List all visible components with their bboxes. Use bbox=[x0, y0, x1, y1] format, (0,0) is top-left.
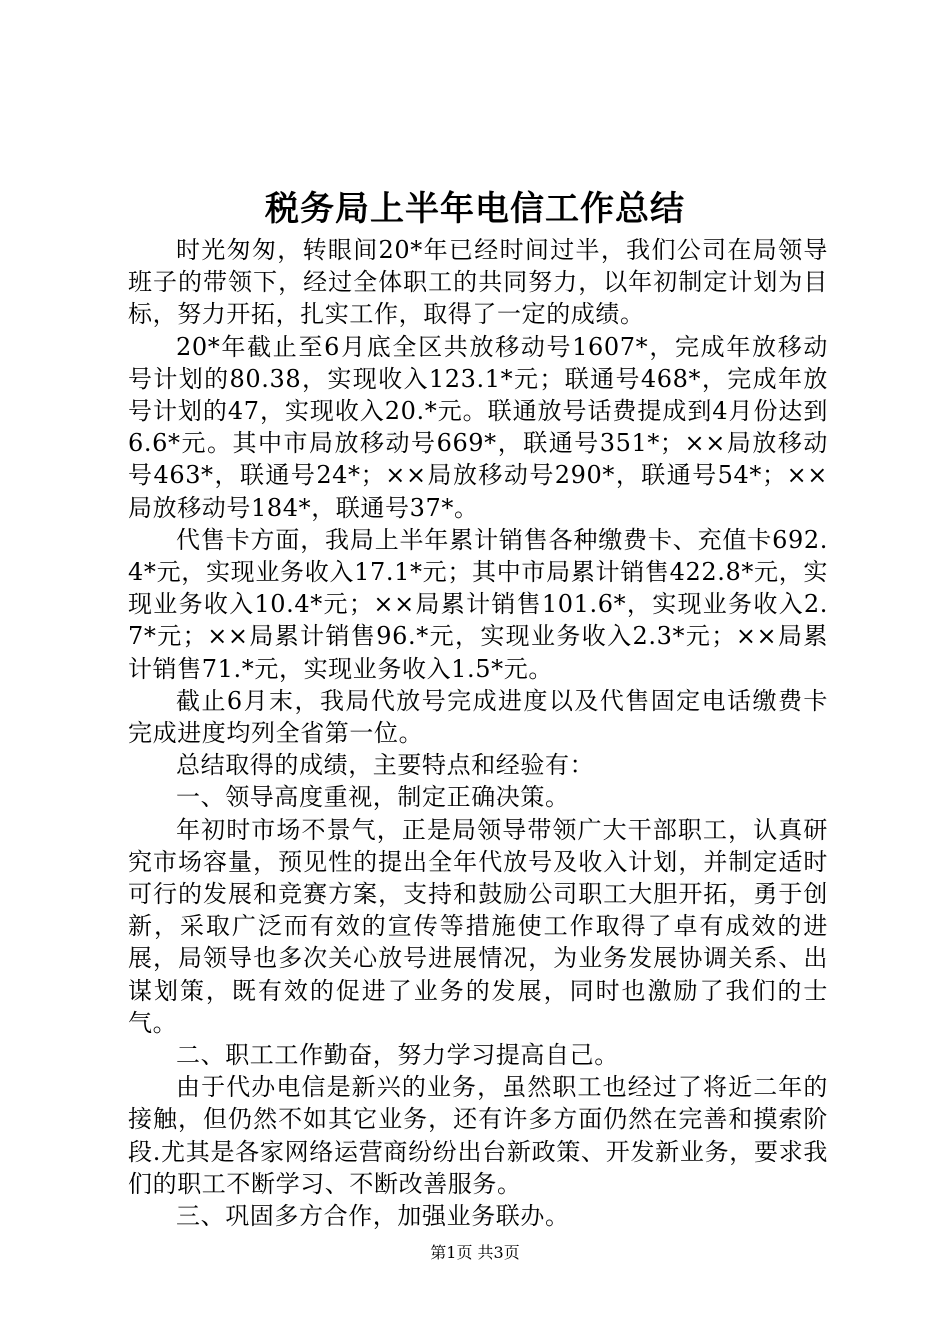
paragraph: 20*年截止至6月底全区共放移动号1607*，完成年放移动号计划的80.38，实现收入123.1*元；联通号468*，完成年放号计划的47，实现收入20.*元。联通放号话费提成到4月份达到6.6*元。其中市局放移动号669*，联通号351*；××局放移动号463*，联通号24*；××局放移动号290*，联通号54*；××局放移动号184*，联通号37*。 bbox=[128, 332, 828, 522]
paragraph: 总结取得的成绩，主要特点和经验有： bbox=[176, 751, 595, 780]
document-body bbox=[128, 234, 828, 1232]
paragraph: 代售卡方面，我局上半年累计销售各种缴费卡、充值卡692.4*元，实现业务收入17.1*元；其中市局累计销售422.8*元，实现业务收入10.4*元；××局累计销售101.6*，实现业务收入2.7*元；××局累计销售96.*元，实现业务收入2.3*元；××局累计销售71.*元，实现业务收入1.5*元。 bbox=[128, 525, 828, 683]
section-heading: 二、职工工作勤奋，努力学习提高自己。 bbox=[176, 1041, 619, 1070]
section-heading: 一、领导高度重视，制定正确决策。 bbox=[176, 783, 570, 812]
page-number-footer: 第1页 共3页 bbox=[430, 1243, 520, 1262]
document-title: 税务局上半年电信工作总结 bbox=[265, 189, 685, 229]
paragraph: 年初时市场不景气，正是局领导带领广大干部职工，认真研究市场容量，预见性的提出全年代放号及收入计划，并制定适时可行的发展和竞赛方案，支持和鼓励公司职工大胆开拓，勇于创新，采取广泛而有效的宣传等措施使工作取得了卓有成效的进展，局领导也多次关心放号进展情况，为业务发展协调关系、出谋划策，既有效的促进了业务的发展，同时也激励了我们的士气。 bbox=[128, 815, 828, 1037]
section-heading: 三、巩固多方合作，加强业务联办。 bbox=[176, 1202, 570, 1231]
paragraph: 时光匆匆，转眼间20*年已经时间过半，我们公司在局领导班子的带领下，经过全体职工的共同努力，以年初制定计划为目标，努力开拓，扎实工作，取得了一定的成绩。 bbox=[128, 236, 828, 329]
paragraph: 由于代办电信是新兴的业务，虽然职工也经过了将近二年的接触，但仍然不如其它业务，还有许多方面仍然在完善和摸索阶段.尤其是各家网络运营商纷纷出台新政策、开发新业务，要求我们的职工不断学习、不断改善服务。 bbox=[128, 1073, 828, 1198]
paragraph: 截止6月末，我局代放号完成进度以及代售固定电话缴费卡完成进度均列全省第一位。 bbox=[128, 686, 828, 748]
